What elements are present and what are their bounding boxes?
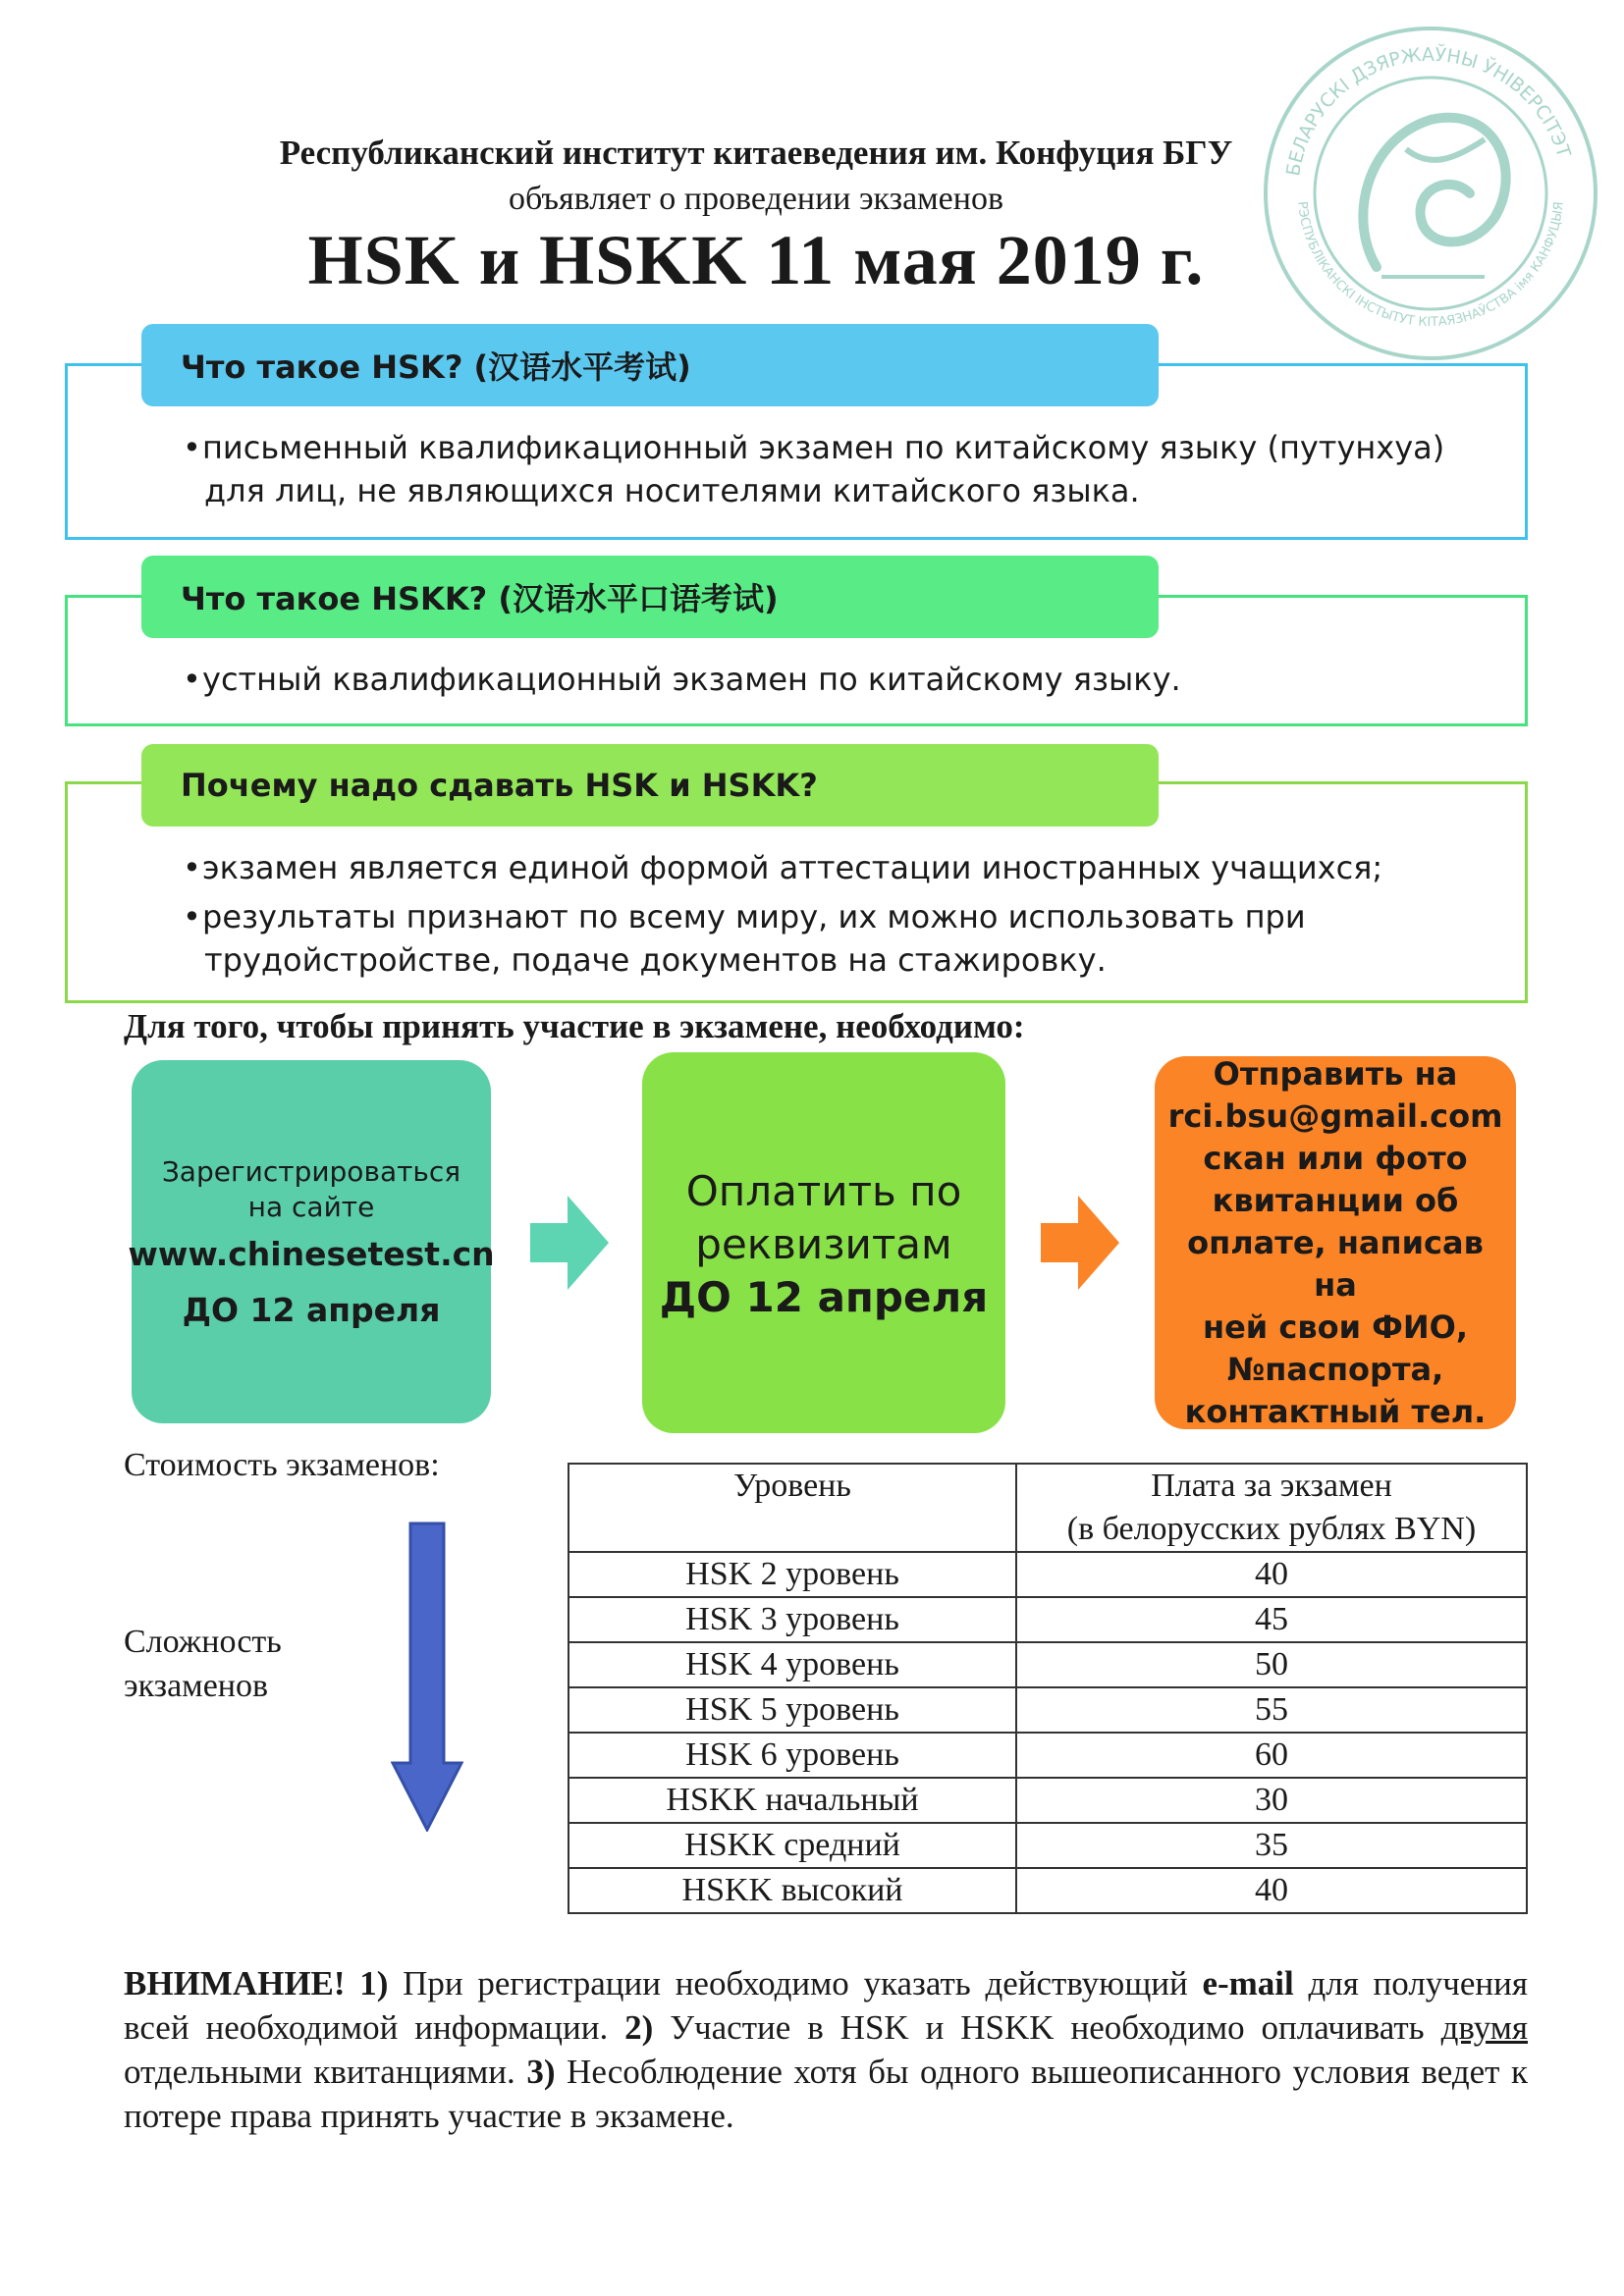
institute-name: Республиканский институт китаеведения им. Конфуция БГУ <box>279 133 1233 172</box>
table-row <box>568 1868 1527 1913</box>
level-cell: HSK 2 уровень <box>568 1552 1016 1597</box>
level-cell: HSK 3 уровень <box>568 1597 1016 1642</box>
level-cell: HSKK средний <box>568 1823 1016 1868</box>
warning-text: Несоблюдение хотя бы одного вышеописанного условия ведет к потере права принять участие в экзамене. <box>124 2053 1529 2135</box>
arrow-right-icon <box>530 1196 609 1290</box>
announcement-subtitle: объявляет о проведении экзаменов <box>508 181 1004 217</box>
step-send-line: №паспорта, <box>1226 1350 1444 1388</box>
hsk-heading: Что такое HSK? (汉语水平考试) <box>141 324 1159 406</box>
level-cell: HSKK высокий <box>568 1868 1016 1913</box>
hsk-bullet-list <box>183 426 1518 512</box>
warning-text: Участие в HSK и HSKK необходимо оплачивать <box>670 2008 1425 2047</box>
fee-cell: 40 <box>1016 1868 1527 1913</box>
step-send-line: квитанции об <box>1212 1181 1459 1219</box>
warning-number: 1) <box>359 1964 389 2002</box>
fee-cell: 45 <box>1016 1597 1527 1642</box>
fee-cell: 40 <box>1016 1552 1527 1597</box>
column-header-fee-line2: (в белорусских рублях BYN) <box>1066 1511 1477 1547</box>
list-item-continuation: трудойстройстве, подаче документов на стажировку. <box>204 941 1107 979</box>
arrow-right-icon <box>1041 1196 1119 1290</box>
list-item: •экзамен является единой формой аттестации иностранных учащихся; <box>183 849 1383 886</box>
email-link[interactable]: rci.bsu@gmail.com <box>1167 1096 1503 1135</box>
warning-notice <box>124 1961 1528 2138</box>
step-register-deadline: ДО 12 апреля <box>182 1291 441 1329</box>
column-header-level: Уровень <box>568 1464 1016 1552</box>
warning-email-term: e-mail <box>1202 1964 1294 2002</box>
arrow-down-icon <box>391 1522 463 1832</box>
warning-text: отдельными квитанциями. <box>124 2053 515 2091</box>
why-bullet-list <box>183 846 1518 982</box>
seal-lower-text: РЭСПУБЛІКАНСКІ ІНСТЫТУТ КІТАЯЗНАЎСТВА імя КАНФУЦЫЯ <box>1294 200 1567 331</box>
table-header-row <box>568 1464 1527 1552</box>
list-item: •результаты признают по всему миру, их можно использовать при <box>183 898 1306 935</box>
step-send-line: контактный тел. <box>1184 1392 1487 1430</box>
list-item-continuation: для лиц, не являющихся носителями китайского языка. <box>204 472 1140 509</box>
page-title: HSK и HSKK 11 мая 2019 г. <box>307 221 1205 299</box>
warning-text: При регистрации необходимо указать действующий <box>403 1964 1188 2002</box>
step-pay-line2: реквизитам <box>695 1219 952 1268</box>
step-send-line: оплате, написав на <box>1187 1223 1484 1304</box>
fee-cell: 60 <box>1016 1733 1527 1778</box>
step-send-line: Отправить на <box>1213 1054 1458 1093</box>
seal-outer-text: БЕЛАРУСКІ ДЗЯРЖАЎНЫ ЎНІВЕРСІТЭТ <box>1282 43 1575 178</box>
fee-cell: 30 <box>1016 1778 1527 1823</box>
level-cell: HSKK начальный <box>568 1778 1016 1823</box>
warning-label: ВНИМАНИЕ! <box>124 1964 346 2002</box>
table-row <box>568 1552 1527 1597</box>
column-header-fee-line1: Плата за экзамен <box>1151 1468 1392 1504</box>
step-pay-line1: Оплатить по <box>685 1166 962 1215</box>
fee-cell: 50 <box>1016 1642 1527 1687</box>
difficulty-label-line2: экзаменов <box>124 1668 269 1704</box>
warning-number: 2) <box>624 2008 654 2047</box>
cost-label: Стоимость экзаменов: <box>124 1447 440 1483</box>
why-heading: Почему надо сдавать HSK и HSKK? <box>141 744 1159 827</box>
level-cell: HSK 6 уровень <box>568 1733 1016 1778</box>
step-pay <box>642 1052 1005 1433</box>
column-header-fee <box>1016 1464 1527 1552</box>
table-row <box>568 1733 1527 1778</box>
step-send-line: ней свои ФИО, <box>1202 1308 1468 1346</box>
difficulty-label <box>124 1620 282 1708</box>
list-item: •письменный квалификационный экзамен по китайскому языку (путунхуа) <box>183 429 1445 466</box>
warning-underlined-term: двумя <box>1440 2008 1529 2047</box>
table-row <box>568 1778 1527 1823</box>
level-cell: HSK 5 уровень <box>568 1687 1016 1733</box>
university-seal-logo <box>1259 22 1602 365</box>
table-row <box>568 1687 1527 1733</box>
fee-cell: 35 <box>1016 1823 1527 1868</box>
hskk-heading: Что такое HSKK? (汉语水平口语考试) <box>141 556 1159 638</box>
step-register <box>128 1060 495 1423</box>
website-link[interactable]: www.chinesetest.cn <box>128 1235 495 1273</box>
step-register-line1: Зарегистрироваться <box>161 1155 461 1188</box>
step-register-line2: на сайте <box>247 1191 375 1223</box>
step-send-receipt <box>1155 1056 1516 1429</box>
requirements-title: Для того, чтобы принять участие в экзамене, необходимо: <box>124 1007 1025 1045</box>
difficulty-label-line1: Сложность <box>124 1624 282 1660</box>
step-send-line: скан или фото <box>1203 1139 1468 1177</box>
table-row <box>568 1823 1527 1868</box>
list-item: •устный квалификационный экзамен по китайскому языку. <box>183 661 1181 698</box>
warning-number: 3) <box>526 2053 556 2091</box>
warning-text: для получения всей необходимой информации. <box>124 1964 1528 2047</box>
fee-cell: 55 <box>1016 1687 1527 1733</box>
step-pay-deadline: ДО 12 апреля <box>659 1272 989 1321</box>
price-table <box>568 1463 1528 1914</box>
hskk-bullet-list <box>183 658 1518 701</box>
level-cell: HSK 4 уровень <box>568 1642 1016 1687</box>
table-row <box>568 1597 1527 1642</box>
table-row <box>568 1642 1527 1687</box>
